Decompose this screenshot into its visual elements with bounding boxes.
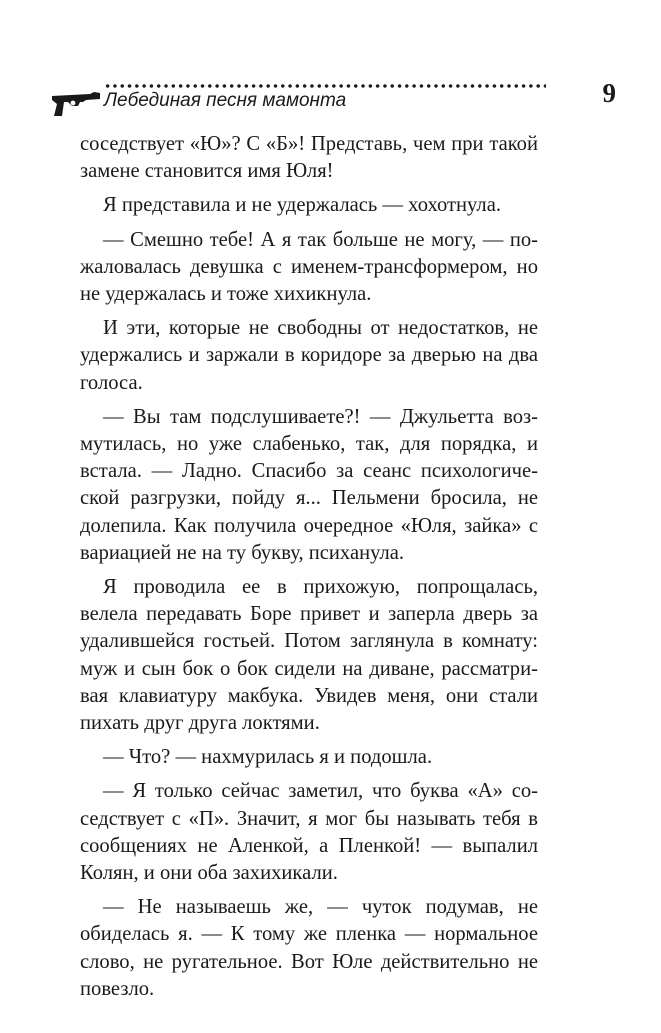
page-number: 9 [602,78,616,108]
paragraph: — Смешно тебе! А я так больше не могу, — пожаловалась девушка с именем-трансформером, но не удержалась и тоже хихикнула. [80,228,538,306]
body-text [80,131,538,1010]
paragraph: — Вы там подслушиваете?! — Джульетта возмутилась, но уже слабенько, так, для порядка, и встала. — Ладно. Спасибо за сеанс психологической разгрузки, пойду я... Пельмени бросила, не долепила. Как получила очередное «Юля, зайка» с вариацией не на ту букву, психанула. [80,405,538,564]
paragraph: И эти, которые не свободны от недостатков, не удержались и заржали в коридоре за дверью на два голоса. [80,317,538,394]
running-title: Лебединая песня мамонта [104,90,347,111]
paragraph: — Что? — нахмурилась я и подошла. [103,746,433,769]
paragraph: Я представила и не удержалась — хохотнула. [103,194,501,217]
paragraph: — Я только сейчас заметил, что буква «А» соседствует с «П». Значит, я мог бы называть тебя в сообщениях не Аленкой, а Пленкой! — выпалил Колян, и они оба захихикали. [80,780,538,885]
running-header [50,78,616,128]
revolver-icon [50,88,102,118]
paragraph: соседствует «Ю»? С «Б»! Представь, чем при такой замене становится имя Юля! [80,133,538,183]
dotted-rule [104,84,546,88]
paragraph: — Не называешь же, — чуток подумав, не обиделась я. — К тому же пленка — нормальное слово, не ругательное. Вот Юле действительно не повезло. [80,896,538,1000]
paragraph: Я проводила ее в прихожую, попрощалась, велела передавать Боре привет и заперла дверь за удалившейся гостьей. Потом заглянула в комнату: муж и сын бок о бок сидели на диване, рассматривая клавиатуру макбука. Увидев меня, они стали пихать друг друга локтями. [80,576,538,735]
